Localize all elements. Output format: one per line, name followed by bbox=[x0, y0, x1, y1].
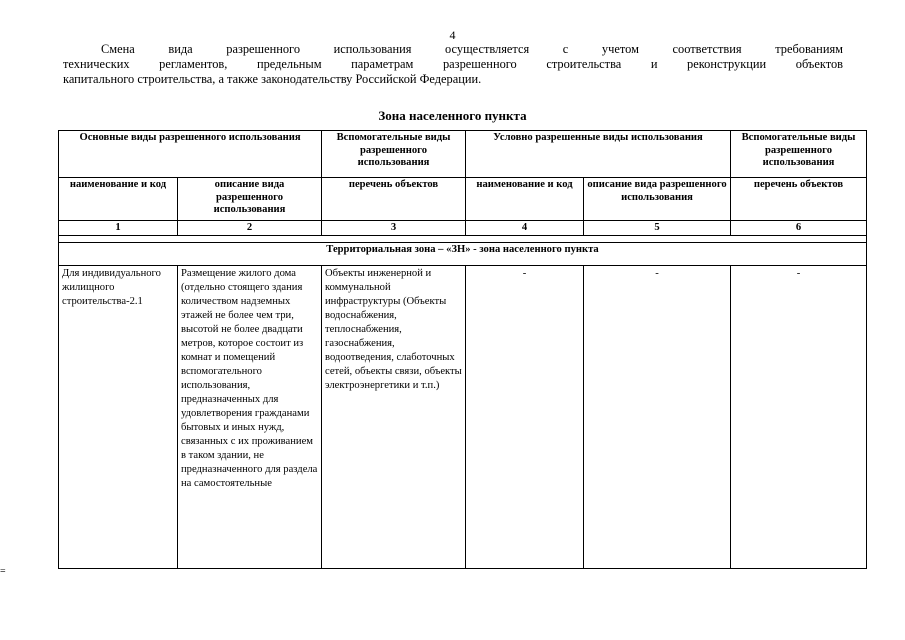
subheader-name-code: наименование и код bbox=[59, 178, 178, 221]
subheader-description: описание вида разрешенного использования bbox=[584, 178, 731, 221]
header-aux-uses: Вспомогательные виды разрешенного использования bbox=[322, 131, 466, 178]
column-number-row bbox=[59, 221, 867, 236]
cell-cond-description: - bbox=[584, 266, 731, 569]
zone-table bbox=[58, 130, 867, 569]
margin-mark: = bbox=[0, 566, 6, 577]
intro-line: капитального строительства, а также законодательству Российской Федерации. bbox=[63, 72, 482, 86]
cell-objects: Объекты инженерной и коммунальной инфраструктуры (Объекты водоснабжения, теплоснабжения, газоснабжения, водоотведения, слаботочных сетей, объекты связи, объекты электроэнергетики и т.п.) bbox=[322, 266, 466, 569]
subheader-objects: перечень объектов bbox=[731, 178, 867, 221]
cell-cond-name-code: - bbox=[466, 266, 584, 569]
intro-line: технических регламентов, предельным параметрам разрешенного строительства и реконструкции объектов bbox=[63, 57, 843, 71]
spacer-row bbox=[59, 236, 867, 243]
subheader-objects: перечень объектов bbox=[322, 178, 466, 221]
zone-label: Территориальная зона – «ЗН» - зона населенного пункта bbox=[59, 243, 867, 266]
table-subheader-row bbox=[59, 178, 867, 221]
header-main-uses: Основные виды разрешенного использования bbox=[59, 131, 322, 178]
section-title: Зона населенного пункта bbox=[378, 108, 527, 123]
column-number: 1 bbox=[59, 221, 178, 236]
page-number: 4 bbox=[449, 28, 456, 42]
subheader-name-code: наименование и код bbox=[466, 178, 584, 221]
subheader-description: описание вида разрешенного использования bbox=[178, 178, 322, 221]
zone-label-row bbox=[59, 243, 867, 266]
header-conditional-uses: Условно разрешенные виды использования bbox=[466, 131, 731, 178]
column-number: 2 bbox=[178, 221, 322, 236]
column-number: 5 bbox=[584, 221, 731, 236]
intro-paragraph bbox=[63, 42, 843, 87]
table-header-row bbox=[59, 131, 867, 178]
cell-name-code: Для индивидуального жилищного строительства-2.1 bbox=[59, 266, 178, 569]
column-number: 6 bbox=[731, 221, 867, 236]
spacer-cell bbox=[59, 236, 867, 243]
intro-line: Смена вида разрешенного использования осуществляется с учетом соответствия требованиям bbox=[101, 42, 843, 56]
header-aux-uses-2: Вспомогательные виды разрешенного использования bbox=[731, 131, 867, 178]
cell-cond-objects: - bbox=[731, 266, 867, 569]
cell-description: Размещение жилого дома (отдельно стоящего здания количеством надземных этажей не более чем три, высотой не более двадцати метров, которое состоит из комнат и помещений вспомогательного использования, предназначенных для удовлетворения гражданами бытовых и иных нужд, связанных с их проживанием в таком здании, не предназначенного для раздела на самостоятельные bbox=[178, 266, 322, 569]
table-row bbox=[59, 266, 867, 569]
column-number: 3 bbox=[322, 221, 466, 236]
column-number: 4 bbox=[466, 221, 584, 236]
